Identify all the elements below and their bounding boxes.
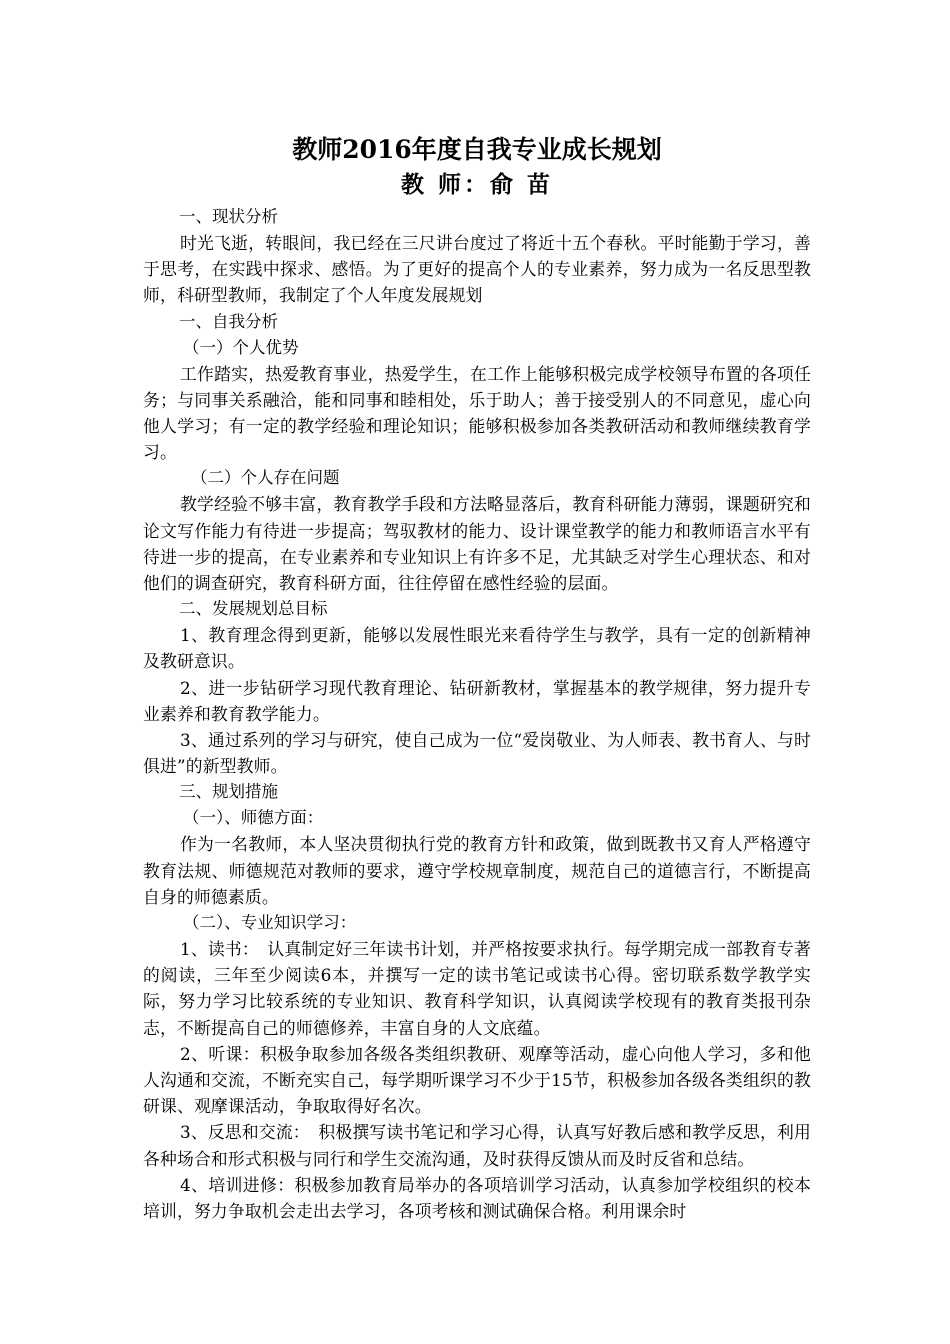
section-heading: 二、发展规划总目标 xyxy=(179,599,328,619)
paragraph: 2、进一步钻研学习现代教育理论、钻研新教材，掌握基本的教学规律，努力提升专业素养和教育教学能力。 xyxy=(143,677,811,724)
paragraph: 工作踏实，热爱教育事业，热爱学生，在工作上能够积极完成学校领导布置的各项任务；与同事关系融洽，能和同事和睦相处，乐于助人；善于接受别人的不同意见，虚心向他人学习；有一定的教学经验和理论知识；能够积极参加各类教研活动和教师继续教育学习。 xyxy=(143,363,811,463)
document-body xyxy=(143,132,811,1224)
paragraph: 2、听课：积极争取参加各级各类组织教研、观摩等活动，虚心向他人学习，多和他人沟通和交流，不断充实自己，每学期听课学习不少于15节，积极参加各级各类组织的教研课、观摩课活动，争取取得好名次。 xyxy=(143,1043,811,1117)
subsection-heading: （一）个人优势 xyxy=(183,337,299,357)
subsection-heading: （一）、师德方面： xyxy=(183,808,324,828)
paragraph: 教学经验不够丰富，教育教学手段和方法略显落后，教育科研能力薄弱，课题研究和论文写作能力有待进一步提高；驾驭教材的能力、设计课堂教学的能力和教师语言水平有待进一步的提高，在专业素养和专业知识上有许多不足，尤其缺乏对学生心理状态、和对他们的调查研究，教育科研方面，往往停留在感性经验的层面。 xyxy=(143,494,811,594)
paragraph: 作为一名教师，本人坚决贯彻执行党的教育方针和政策，做到既教书又育人严格遵守教育法规、师德规范对教师的要求，遵守学校规章制度，规范自己的道德言行，不断提高自身的师德素质。 xyxy=(143,834,811,907)
paragraph: 时光飞逝，转眼间，我已经在三尺讲台度过了将近十五个春秋。平时能勤于学习，善于思考，在实践中探求、感悟。为了更好的提高个人的专业素养，努力成为一名反思型教师，科研型教师，我制定了个人年度发展规划 xyxy=(143,233,811,306)
subsection-heading: （二）个人存在问题 xyxy=(191,468,340,488)
paragraph: 4、培训进修：积极参加教育局举办的各项培训学习活动，认真参加学校组织的校本培训，努力争取机会走出去学习，各项考核和测试确保合格。利用课余时 xyxy=(143,1174,811,1222)
document-author: 教 师：俞 苗 xyxy=(400,171,553,198)
section-heading: 一、自我分析 xyxy=(179,311,278,331)
paragraph: 1、读书： 认真制定好三年读书计划，并严格按要求执行。每学期完成一部教育专著的阅读，三年至少阅读6本，并撰写一定的读书笔记或读书心得。密切联系数学教学实际，努力学习比较系统的专业知识、教育科学知识，认真阅读学校现有的教育类报刊杂志，不断提高自己的师德修养，丰富自身的人文底蕴。 xyxy=(143,939,811,1038)
section-heading: 三、规划措施 xyxy=(179,782,278,802)
document-title: 教师2016年度自我专业成长规划 xyxy=(292,135,662,164)
paragraph: 3、通过系列的学习与研究，使自己成为一位“爱岗敬业、为人师表、教书育人、与时俱进”的新型教师。 xyxy=(143,730,811,777)
paragraph: 1、教育理念得到更新，能够以发展性眼光来看待学生与教学，具有一定的创新精神及教研意识。 xyxy=(143,625,811,672)
subsection-heading: （二）、专业知识学习： xyxy=(183,913,357,933)
paragraph: 3、反思和交流： 积极撰写读书笔记和学习心得，认真写好教后感和教学反思，利用各种场合和形式积极与同行和学生交流沟通，及时获得反馈从而及时反省和总结。 xyxy=(143,1122,811,1169)
section-heading: 一、现状分析 xyxy=(179,207,278,226)
